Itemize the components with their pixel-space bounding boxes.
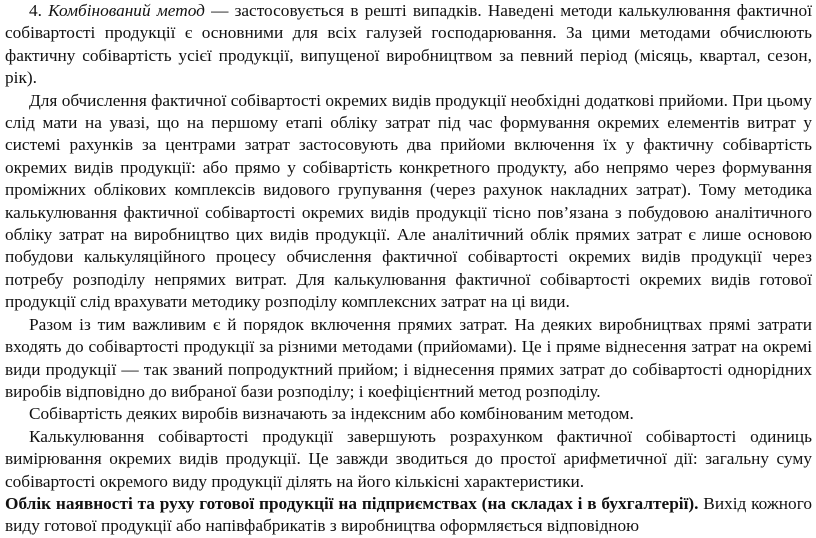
paragraph-unit-cost: Калькулювання собівартості продукції завершують розрахунком фактичної собівартості одиниць вимірювання окремих видів продукції. Це завжди зводиться до простої арифметичної дії: загальну суму собівартості окремого виду продукції ділять на його кількісні характеристики. <box>5 426 812 491</box>
paragraph-index-method: Собівартість деяких виробів визначають за індексним або комбінованим методом. <box>29 404 634 424</box>
method-term: Комбінований метод <box>48 1 205 20</box>
item-number: 4. <box>29 1 42 20</box>
paragraph-finished-goods <box>5 493 812 538</box>
section-heading: Облік наявності та руху готової продукції на підприємствах (на складах і в бухгалтерії). <box>5 493 699 513</box>
paragraph-text: Вихід кожного виду готової продукції або напівфабрикатів з виробництва оформляється відповідною <box>5 493 812 536</box>
paragraph-text: — застосовується в решті випадків. Наведені методи калькулювання фактичної собівартості продукції є основними для всіх галузей господарювання. За цими методами обчислюють фактичну собівартість усієї продукції, випущеної виробництвом за певний період (місяць, квартал, сезон, рік). <box>5 1 812 88</box>
paragraph-direct-costs: Разом із тим важливим є й порядок включення прямих затрат. На деяких виробництвах прямі затрати входять до собівартості продукції за різними методами (прийомами). Це і пряме віднесення затрат на окремі види продукції — так званий попродуктний прийом; і віднесення прямих затрат до собівартості однорідних виробів відповідно до вибраної бази розподілу; і коефіцієнтний метод розподілу. <box>5 314 812 401</box>
paragraph-combined-method <box>5 0 812 90</box>
paragraph-additional-methods: Для обчислення фактичної собівартості окремих видів продукції необхідні додаткові прийоми. При цьому слід мати на увазі, що на першому етапі обліку затрат під час формування окремих елементів витрат у системі рахунків за центрами затрат застосовують два прийоми включення їх у фактичну собівартість окремих видів продукції: або прямо у собівартість конкретного продукту, або непрямо через формування проміжних облікових комплексів видового групування (через рахунок накладних затрат). Тому методика калькулювання фактичної собівартості окремих видів продукції тісно пов’язана з побудовою аналітичного обліку затрат на виробництво цих видів продукції. Але аналітичний облік прямих затрат є лише основою побудови калькуляційного процесу обчислення фактичної собівартості окремих видів продукції через потребу розподілу непрямих витрат. Для калькулювання фактичної собівартості окремих видів готової продукції слід врахувати методику розподілу комплексних затрат на ці види. <box>5 90 812 312</box>
